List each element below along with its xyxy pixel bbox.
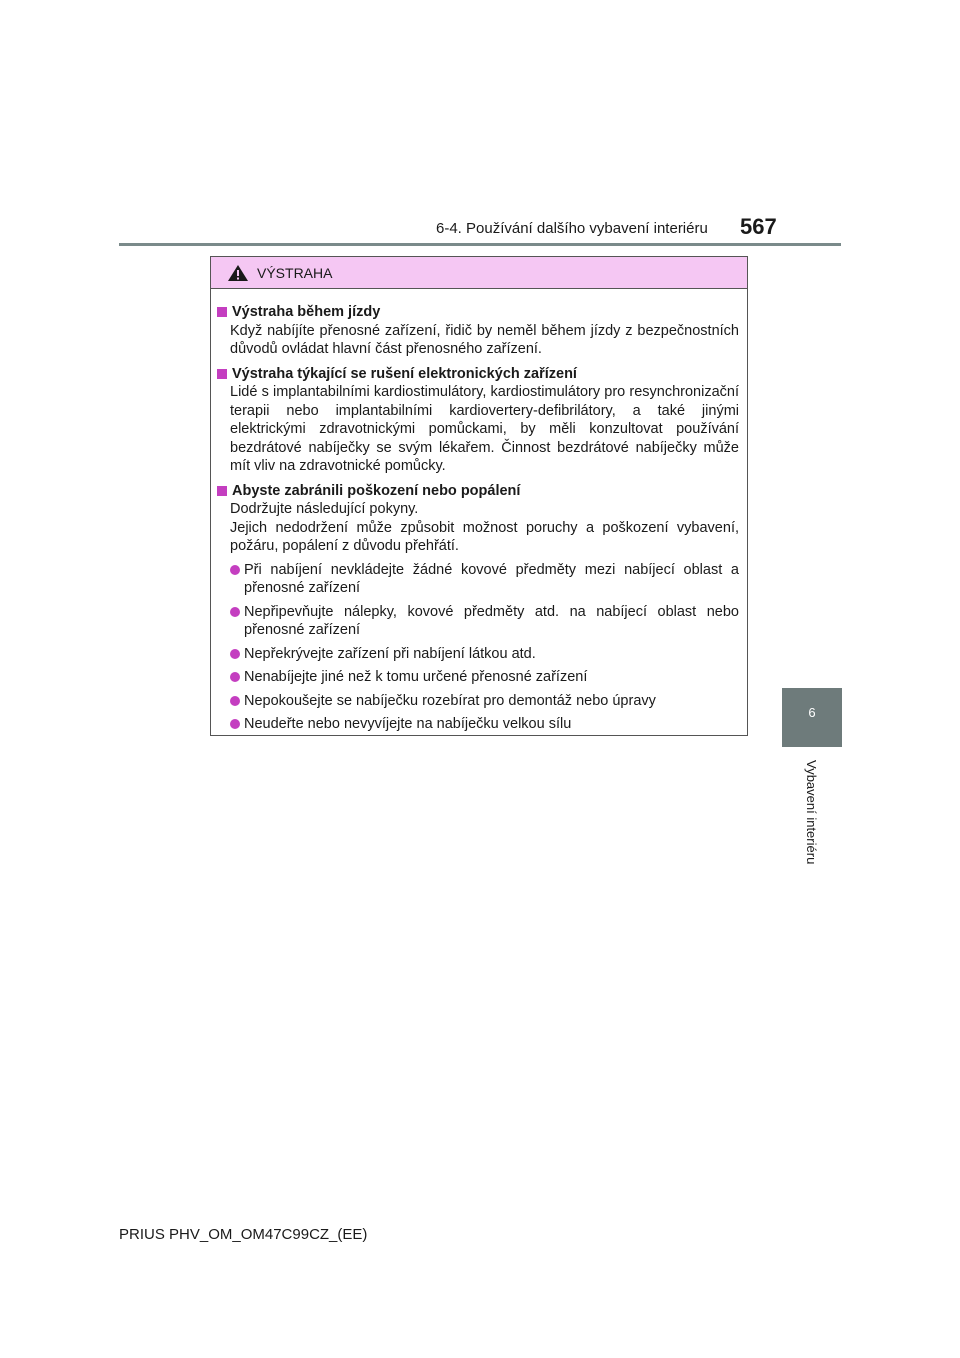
warning-content bbox=[211, 289, 747, 734]
chapter-label: Vybavení interiéru bbox=[804, 760, 819, 865]
warning-triangle-icon bbox=[227, 264, 249, 282]
round-bullet-icon bbox=[230, 672, 240, 682]
square-bullet-icon bbox=[217, 369, 227, 379]
round-bullet-icon bbox=[230, 565, 240, 575]
section-title: Výstraha během jízdy bbox=[217, 303, 739, 322]
chapter-number: 6 bbox=[808, 705, 816, 720]
document-footer: PRIUS PHV_OM_OM47C99CZ_(EE) bbox=[119, 1226, 368, 1243]
round-bullet-icon bbox=[230, 607, 240, 617]
square-bullet-icon bbox=[217, 307, 227, 317]
section-paragraph: Dodržujte následující pokyny. bbox=[230, 501, 419, 517]
round-bullet-icon bbox=[230, 696, 240, 706]
section-paragraph: Když nabíjíte přenosné zařízení, řidič by neměl během jízdy z bezpečnostních důvodů ovládat hlavní část přenosného zařízení. bbox=[230, 322, 739, 357]
page-number: 567 bbox=[740, 214, 777, 239]
square-bullet-icon bbox=[217, 486, 227, 496]
list-item: Neudeřte nebo nevyvíjejte na nabíječku velkou sílu bbox=[217, 715, 739, 734]
list-item: Nepokoušejte se nabíječku rozebírat pro demontáž nebo úpravy bbox=[217, 692, 739, 711]
warning-heading: VÝSTRAHA bbox=[257, 264, 333, 281]
warning-box bbox=[210, 256, 748, 736]
round-bullet-icon bbox=[230, 719, 240, 729]
list-item: Nepřipevňujte nálepky, kovové předměty atd. na nabíjecí oblast nebo přenosné zařízení bbox=[217, 603, 739, 640]
section-paragraph: Lidé s implantabilními kardiostimulátory, kardiostimulátory pro resynchronizační terapii nebo implantabilními kardiovertery-defibrilátory, a také jinými elektrickými zdravotnickými pomůckami, by měli konzultovat používání bezdrátové nabíječky se svým lékařem. Činnost bezdrátové nabíječky může mít vliv na zdravotnické pomůcky. bbox=[230, 384, 739, 474]
list-item: Při nabíjení nevkládejte žádné kovové předměty mezi nabíjecí oblast a přenosné zařízení bbox=[217, 561, 739, 598]
list-item: Nepřekrývejte zařízení při nabíjení látkou atd. bbox=[217, 645, 739, 664]
list-item: Nenabíjejte jiné než k tomu určené přenosné zařízení bbox=[217, 668, 739, 687]
chapter-tab bbox=[782, 688, 842, 747]
section-title: Výstraha týkající se rušení elektronických zařízení bbox=[217, 365, 739, 384]
section-title: Abyste zabránili poškození nebo popálení bbox=[217, 482, 739, 501]
header-divider bbox=[119, 243, 841, 246]
warning-header bbox=[211, 257, 747, 289]
round-bullet-icon bbox=[230, 649, 240, 659]
page-header-title: 6-4. Používání dalšího vybavení interiéru bbox=[436, 220, 708, 237]
section-paragraph: Jejich nedodržení může způsobit možnost poruchy a poškození vybavení, požáru, popálení z důvodu přehřátí. bbox=[230, 519, 739, 554]
